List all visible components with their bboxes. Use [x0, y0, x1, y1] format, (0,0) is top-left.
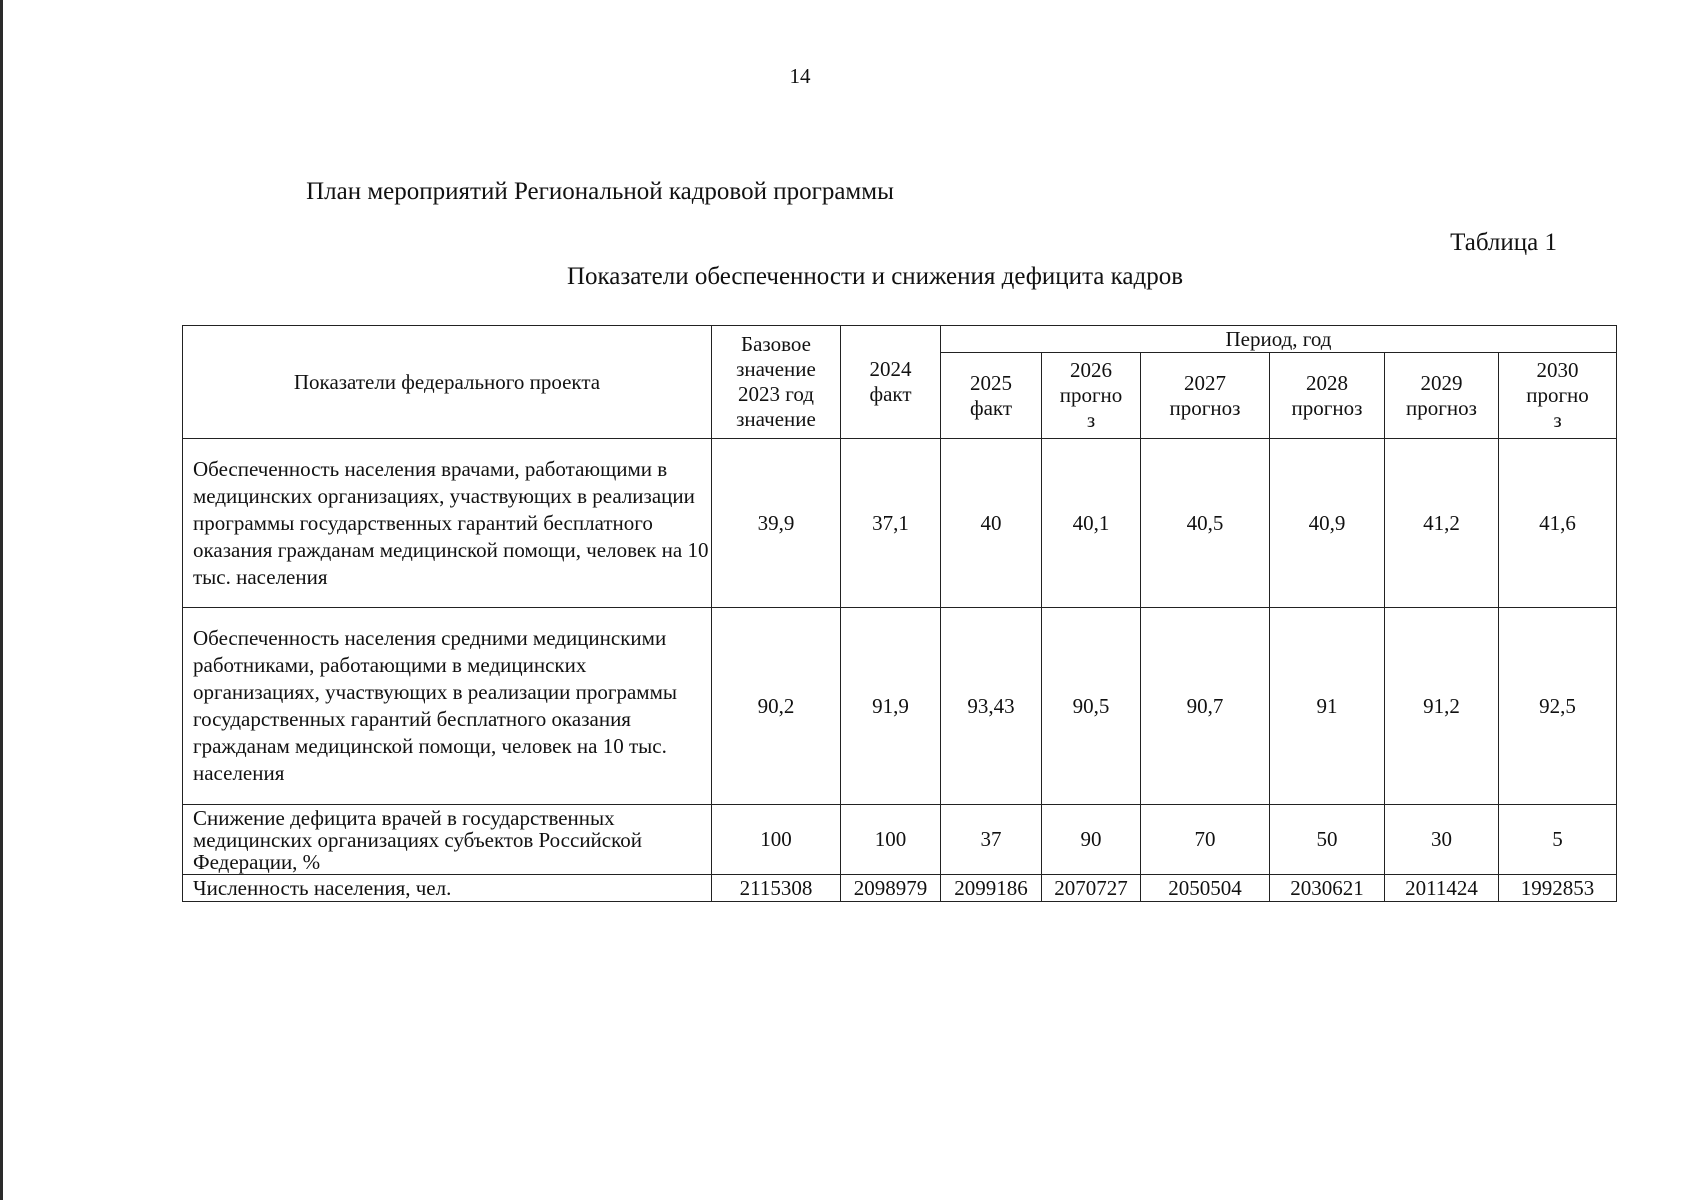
cell-2027: 2050504 [1141, 875, 1270, 902]
header-year-line: 2027 [1184, 370, 1226, 395]
row-indicator: Снижение дефицита врачей в государственных медицинских организациях субъектов Российской Федерации, % [183, 805, 712, 875]
cell-2029: 30 [1385, 805, 1499, 875]
cell-2024: 100 [841, 805, 941, 875]
header-year-line: прогноз [1291, 395, 1363, 420]
header-year-2029 [1385, 353, 1499, 439]
cell-base: 39,9 [712, 439, 841, 608]
table-subtitle: Показатели обеспеченности и снижения дефицита кадров [566, 263, 1184, 290]
row-indicator: Численность населения, чел. [183, 875, 712, 902]
header-base-line: значение [736, 357, 816, 381]
header-year-line: прогноз [1406, 395, 1477, 420]
header-period: Период, год [941, 326, 1617, 353]
header-year-2025 [941, 353, 1042, 439]
cell-2027: 70 [1141, 805, 1270, 875]
cell-2027: 90,7 [1141, 608, 1270, 805]
table-row [183, 875, 1617, 902]
cell-2026: 90 [1042, 805, 1141, 875]
cell-2030: 5 [1499, 805, 1617, 875]
header-base-line: значение [736, 407, 816, 431]
header-year-line: 2028 [1306, 370, 1348, 395]
table-label: Таблица 1 [1450, 229, 1557, 256]
header-base-value [712, 326, 841, 439]
cell-2028: 40,9 [1270, 439, 1385, 608]
header-year-line: прогно [1059, 383, 1123, 407]
cell-2029: 91,2 [1385, 608, 1499, 805]
cell-2029: 41,2 [1385, 439, 1499, 608]
cell-2028: 50 [1270, 805, 1385, 875]
cell-base: 90,2 [712, 608, 841, 805]
cell-2030: 92,5 [1499, 608, 1617, 805]
table-row [183, 805, 1617, 875]
header-indicator: Показатели федерального проекта [183, 326, 712, 439]
row-indicator: Обеспеченность населения средними медицинскими работниками, работающими в медицинских организациях, участвующих в реализации программы государственных гарантий бесплатного оказания гражданам медицинской помощи, человек на 10 тыс. населения [183, 608, 712, 805]
indicators-table [182, 325, 1617, 902]
cell-2026: 40,1 [1042, 439, 1141, 608]
cell-2025: 93,43 [941, 608, 1042, 805]
header-year-line: прогно [1526, 383, 1589, 407]
cell-2030: 41,6 [1499, 439, 1617, 608]
header-year-line: 2030 [1536, 358, 1579, 382]
header-year-line: факт [969, 395, 1013, 420]
row-indicator: Обеспеченность населения врачами, работающими в медицинских организациях, участвующих в реализации программы государственных гарантий бесплатного оказания гражданам медицинской помощи, человек на 10 тыс. населения [183, 439, 712, 608]
scan-left-edge [0, 0, 3, 1200]
cell-2026: 90,5 [1042, 608, 1141, 805]
cell-2025: 2099186 [941, 875, 1042, 902]
header-base-line: 2023 год [738, 382, 814, 406]
cell-2025: 40 [941, 439, 1042, 608]
header-base-line: Базовое [741, 332, 811, 356]
header-year-line: з [1553, 408, 1562, 432]
header-year-2028 [1270, 353, 1385, 439]
page-number: 14 [789, 64, 811, 88]
cell-2027: 40,5 [1141, 439, 1270, 608]
header-year-2027 [1141, 353, 1270, 439]
header-year-2030 [1499, 353, 1617, 439]
table-row [183, 608, 1617, 805]
cell-2024: 91,9 [841, 608, 941, 805]
document-title: План мероприятий Региональной кадровой программы [306, 178, 894, 205]
header-year-line: 2029 [1420, 370, 1463, 395]
table-row [183, 439, 1617, 608]
cell-2024: 2098979 [841, 875, 941, 902]
cell-2028: 2030621 [1270, 875, 1385, 902]
cell-2026: 2070727 [1042, 875, 1141, 902]
header-2024-fact [841, 326, 941, 439]
cell-2024: 37,1 [841, 439, 941, 608]
cell-2028: 91 [1270, 608, 1385, 805]
header-2024-line: 2024 [869, 357, 912, 381]
header-year-line: з [1086, 408, 1096, 432]
cell-2030: 1992853 [1499, 875, 1617, 902]
cell-2029: 2011424 [1385, 875, 1499, 902]
header-year-line: прогноз [1169, 395, 1241, 420]
cell-base: 2115308 [712, 875, 841, 902]
header-year-line: 2025 [970, 370, 1012, 395]
cell-2025: 37 [941, 805, 1042, 875]
header-year-line: 2026 [1070, 358, 1112, 382]
cell-base: 100 [712, 805, 841, 875]
header-2024-line: факт [869, 382, 912, 406]
header-year-2026 [1042, 353, 1141, 439]
